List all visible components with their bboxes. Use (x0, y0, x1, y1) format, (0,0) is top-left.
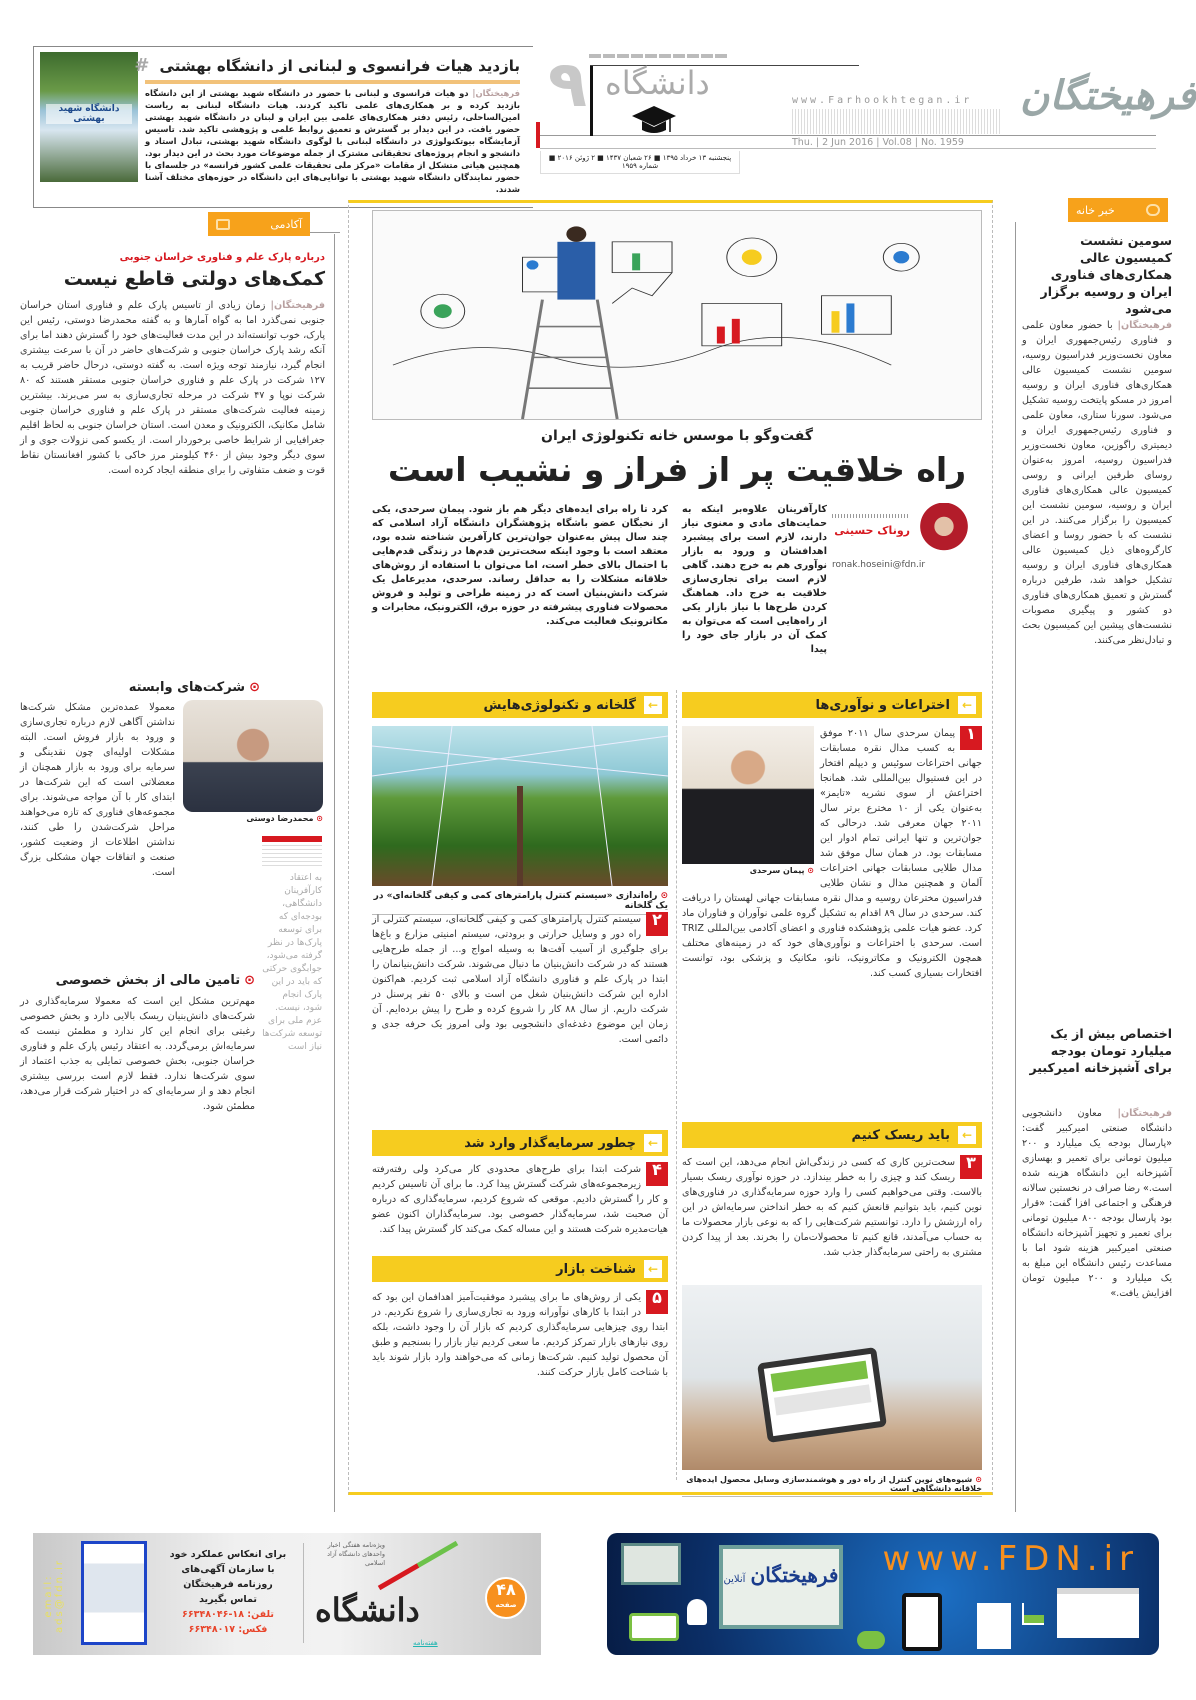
left-title: کمک‌های دولتی قاطع نیست (63, 268, 325, 290)
cloud-gear-icon (857, 1631, 885, 1649)
section-title-text: گلخانه و تکنولوژی‌هایش (483, 697, 636, 713)
feature-illustration (372, 210, 982, 420)
document-icon (977, 1603, 1011, 1649)
left-sub1-body: معمولا عمده‌ترین مشکل شرکت‌ها نداشتن آگاهی لازم درباره تجاری‌سازی و ورود به بازار فروش است. البته مشکلات اولیه‌ای چون نقدینگی و سرمایه برای ورود به بازار همچنان از معضلاتی است که این شرکت‌ها در ابتدای کار با آن مواجه می‌شوند. برای مجموعه‌های فناوری که تازه می‌خواهند مراحل شرکت‌شدن را طی کنند، نداشتن اطلاعات از وضعیت کشور، صنعت و اتفاقات جهان مشکلی بزرگ است. (20, 702, 175, 878)
section-body-risk (682, 1155, 982, 1280)
left-lead (20, 298, 325, 668)
section-header-risk (682, 1122, 982, 1148)
source-label: فرهیختگان| (1117, 320, 1172, 331)
top-news-body (145, 87, 520, 195)
top-news-title: بازدید هیات فرانسوی و لبنانی از دانشگاه بهشتی (159, 56, 520, 75)
book-icon (216, 219, 230, 230)
right-title-1: سومین نشست کمیسیون عالی همکاری‌های فناوری ایران و روسیه برگزار می‌شود (1040, 233, 1172, 316)
source-label: فرهیختگان| (270, 300, 325, 311)
arrow-icon: ← (958, 1126, 976, 1144)
section-vertical-bar (590, 66, 593, 136)
right-body-1-text: با حضور معاون علمی و فناوری رئیس‌جمهوری ایران و معاون نخست‌وزیر فدراسیون روسیه، سومین نشست کمیسیون عالی همکاری‌های فناوری ایران و روسیه امروز در مسکو پایتخت روسیه تشکیل می‌شود. سورنا ستاری، معاون علمی و فناوری رئیس‌جمهوری ایران و دیمیتری راگوزین، معاون نخست‌وزیر فدراسیون روسیه، امروز به‌عنوان روسای طرفین ایرانی و روسی کمیسیون عالی همکاری‌های فناوری ایران و روسیه، سومین نشست این کمیسیون را برگزار می‌کنند. در این نشست که با حضور روسا و اعضای کارگروه‌های ذیل کمیسیون عالی همکاری‌های فناوری ایران و روسیه تشکیل خواهد شد، طرفین درباره گسترش و تعمیق همکاری‌های فناوری دو کشور و پیگیری مصوبات نشست‌های پیشین این کمیسیون بحث و تبادل‌نظر می‌کنند. (1022, 320, 1172, 646)
ad-weekly: هفته‌نامه (413, 1639, 438, 1647)
chevron-circle-icon: ⊙ (244, 973, 255, 988)
tab-news-house[interactable] (1068, 198, 1168, 222)
camera-icon: ⊙ (804, 866, 814, 875)
section-title-text: باید ریسک کنیم (851, 1127, 950, 1143)
sarhadi-caption-text: پیمان سرحدی (749, 866, 805, 875)
man-figure (557, 242, 595, 300)
ad-fdn-brand: فرهیختگان (750, 1563, 839, 1587)
ad-line: برای انعکاس عملکرد خود (169, 1549, 287, 1560)
chevron-circle-icon: ⊙ (249, 680, 260, 695)
section-title-text: شناخت بازار (556, 1261, 636, 1277)
ad-line: با سازمان آگهی‌های (181, 1564, 275, 1575)
pullquote: به اعتقاد کارآفرینان دانشگاهی، بودجه‌ای که برای توسعه پارک‌ها در نظر گرفته می‌شود، جوابگوی حرکتی که باید در این پارک انجام شود، نیست. عزم ملی برای توسعه شرکت‌ها نیاز است (262, 873, 322, 1052)
top-news-text: دو هیات فرانسوی و لبنانی با حضور در دانشگاه شهید بهشتی از این دانشگاه بازدید کرده و بر همکاری‌های علمی تاکید کردند. هیات دانشگاه لبنانی به ریاست امین‌الساحلی، رئیس دفتر همکاری‌های علمی بین ایران و لبنان در دانشگاه شهید بهشتی حضور یافت. در این دیدار بر گسترش و تعمیق روابط علمی و پژوهشی تاکید شد. تاسیس آزمایشگاه بیوتکنولوژی در دانشگاه لبنانی با لوگوی دانشگاه شهید بهشتی، تبادل استاد و دانشجو و انجام پروژه‌های تحقیقاتی مشترک از جمله موضوعات مورد بحث در این دیدار بود. همچنین هیاتی متشکل از مقامات «مرکز ملی تحقیقات علمی کشور فرانسه» در جلسه‌ای با حضور نمایندگان دانشگاه شهید بهشتی با توانایی‌های این دانشگاه در حوزه‌های مختلف آشنا شدند. (145, 88, 520, 194)
smart-home-caption (682, 1472, 982, 1497)
photo-sign: دانشگاه شهید بهشتی (46, 104, 132, 124)
feature-intro-right: کارآفرینان علاوه‌بر اینکه به حمایت‌های مادی و معنوی نیاز دارند، لازم است برای پیشبرد اهدافشان و ورود به بازار نوآوری هم به خرج دهند. گاهی لازم است برای تجاری‌سازی خلاقیت به خرج داد. هماهنگ کردن طرح‌ها با نیاز بازار یکی از راه‌هایی است که می‌توان به کمک آن در بازار جای خود را پیدا (682, 504, 827, 655)
section-header-investor (372, 1130, 668, 1156)
section-body-inventions (682, 726, 982, 1116)
author-name: روناک حسینی (834, 524, 910, 537)
arrow-icon: ← (644, 696, 662, 714)
ad-divider (303, 1543, 304, 1643)
ad-text (159, 1547, 297, 1637)
arrow-icon: ← (958, 696, 976, 714)
masthead-rule-2 (540, 148, 1156, 149)
section-body-investor (372, 1162, 668, 1250)
arrow-icon: ← (644, 1260, 662, 1278)
website-label: www.Farhookhtegan.ir (792, 95, 973, 106)
section-text: پیمان سرحدی سال ۲۰۱۱ موفق به کسب مدال نقره مسابقات جهانی اختراعات سوئیس و دیپلم افتخار در این فستیوال بین‌المللی شد. همانجا اختراعش از سوی نشریه «تایمز» به‌عنوان یکی از ۱۰ مخترع برتر سال ۲۰۱۱ جهان معرفی شد. درحالی که جوان‌ترین و تنها ایرانی تمام ادوار این مسابقات بود. در همان سال موفق شد مدال طلایی مسابقات جهانی اختراعات آلمان و همچنین مدال و نشان طلایی فدراسیون مخترعان روسیه و مدال نقره مسابقات جهانی لهستان را دریافت کند. سرحدی در سال ۸۹ اقدام به تشکیل گروه علمی نوآوران و فناوران ماد کرد. عضو هیات علمی پژوهشکده فناوری و اعضای آکادمی بین‌المللی TRIZ است. سرحدی با اختراعات و نوآوری‌های خود که در زمینه‌های مختلف همچون الکترونیک و مکاترونیک، نانو، مکانیک و پزشکی بود، توانست افتخارات بسیاری کسب کند. (682, 728, 983, 979)
tablet-icon (902, 1593, 942, 1651)
section-title: دانشگاه (605, 64, 710, 102)
left-column-top-rule (310, 232, 340, 233)
pages-badge-number: ۴۸ (496, 1580, 516, 1599)
top-news-photo (40, 52, 138, 182)
ad-fdn-url[interactable]: www.FDN.ir (882, 1539, 1139, 1579)
section-text: یکی از روش‌های ما برای پیشبرد موفقیت‌آمیز اهدافمان این بود که در ابتدا با کارهای نوآورانه ورود به تجاری‌سازی را شروع نکردیم. در ابتدا روی چیزهایی سرمایه‌گذاری کردیم که بازار آن را وجود داشت، بلکه روی نیازهای بازار تمرکز کردیم. ما سعی کردیم نیاز بازار را بسنجیم و طبق آن محصول تولید کنیم. شرکت‌ها زمانی که می‌خواهند وارد بازار شوند باید با شناخت کامل بازار حرکت کنند. (372, 1292, 668, 1378)
section-header-greenhouse (372, 692, 668, 718)
section-text: شرکت ابتدا برای طرح‌های محدودی کار می‌کرد ولی رفته‌رفته زیرمجموعه‌های شرکت گسترش پیدا کرد. ما برای آن تاسیس کردیم و کار را گسترش دادیم. موقعی که شروع کردیم، سرمایه‌گذاری که درباره آن صحبت شد، سرمایه‌گذار خصوصی بود. سرمایه‌گذاران اکنون عضو هیات‌مدیره شرکت هستند و این مساله کمک می‌کند کار گسترش پیدا کند. (372, 1164, 668, 1235)
section-text: سیستم کنترل پارامترهای کمی و کیفی گلخانه‌ای، سیستم کنترلی از راه دور و وسایل حرارتی و برودتی، سیستم امنیتی مزارع و باغ‌ها برای جلوگیری از آسیب آفت‌ها به وسیله امواج و... از جمله طرح‌هایی هستند که در شرکت دانش‌بنیان ما دنبال می‌شوند. شرکت دانش‌بنیانمان را ابتدا در پارک علم و فناوری دانشگاه آزاد اسلامی ثبت کردیم. هم‌اکنون اداره این شرکت دانش‌بنیان شغل من است و بالای ۵۰ نفر پرسنل در شرکت داریم. از سال ۸۸ کار را شروع کرده و طرح را پیش برده‌ایم. آن زمان این موضوع دغدغه‌ای دانشجویی بود ولی امروز یک حرفه جدی و دائمی است. (372, 914, 668, 1045)
author-email[interactable]: ronak.hoseini@fdn.ir (832, 560, 926, 570)
section-header-inventions (682, 692, 982, 718)
user-icon (687, 1599, 707, 1625)
feature-title: راه خلاقیت پر از فراز و نشیب است (387, 450, 967, 489)
arrow-icon: ← (644, 1134, 662, 1152)
feature-intro-left: کرد تا راه برای ایده‌های دیگر هم باز شود. پیمان سرحدی، یکی از نخبگان عضو باشگاه پژوهشگران دانشگاه آزاد اسلامی که چند سال پیش به‌عنوان جوان‌ترین کارآفرین شناخته شده بود، معتقد است با وجود اینکه سخت‌ترین قدم‌ها در زندگی قدم‌هایی با احتمال بالای خطر است، اما می‌توان با استفاده از روش‌های خلاقانه مشکلات را به حداقل رساند. سرحدی، مدیرعامل یک شرکت دانش‌بنیان است که در زمینه طراحی و تولید و فروش محصولات فناوری پیشرفته در حوزه برق، الکترونیک، مخابرات و مکاترونیک فعالیت می‌کند. (372, 504, 668, 627)
section-text: سخت‌ترین کاری که کسی در زندگی‌اش انجام می‌دهد، این است که ریسک کند و چیزی را به خطر بیندازد. در حوزه نوآوری ریسک بسیار بالاست. وقتی می‌خواهیم کسی را وارد حوزه سرمایه‌گذاری در فناوری‌های نوین کنیم، باید بتوانیم قانعش کنیم که به خطر انداختن سرمایه‌اش در این راه ارزشش را دارد. توانستیم شرکت‌هایی را که به نوعی بازار محصولات ما به حساب می‌آمدند، قانع کنیم تا محصولات‌مان را بخرند. بعد از پیدا کردن مشتری به راحتی سرمایه‌گذار جذب شد. (682, 1157, 982, 1258)
top-news-rule (145, 80, 520, 84)
smart-home-photo (682, 1285, 982, 1470)
ad-fdn[interactable] (607, 1533, 1159, 1655)
ad-fax: فکس: ۶۶۳۴۸۰۱۷ (188, 1624, 268, 1635)
author-photo (912, 503, 976, 555)
flag-stripe (378, 1541, 458, 1590)
right-body-2 (1022, 1106, 1172, 1486)
section-number: ۴ (646, 1162, 668, 1186)
feature-col-divider (676, 690, 677, 1480)
browser-window-icon (1057, 1588, 1139, 1638)
float-spacer (682, 726, 820, 882)
phone-icon (629, 1613, 679, 1641)
website-hatch (792, 109, 1002, 134)
section-header-market (372, 1256, 668, 1282)
portrait-caption-text: محمدرضا دوستی (246, 814, 314, 823)
camera-icon: ⊙ (975, 1475, 982, 1484)
ad-thumbnail (81, 1541, 147, 1645)
camera-icon: ⊙ (660, 891, 668, 901)
date-en: Thu. | 2 Jun 2016 | Vol.08 | No. 1959 (792, 137, 964, 148)
portrait-caption (183, 814, 323, 823)
right-title-2: اختصاص بیش از یک میلیارد تومان بودجه برای آشپزخانه امیرکبیر (1029, 1026, 1172, 1075)
greenhouse-photo (372, 726, 668, 886)
ad-line: روزنامه فرهیختگان (183, 1579, 273, 1590)
source-label: فرهیختگان| (472, 88, 520, 98)
section-number: ۵ (646, 1290, 668, 1314)
date-fa: پنجشنبه ۱۳ خرداد ۱۳۹۵ ■ ۲۶ شعبان ۱۴۳۷ ■ ۲ ژوئن ۲۰۱۶ ■ شماره ۱۹۵۹ (540, 151, 740, 174)
left-kicker: درباره پارک علم و فناوری خراسان جنوبی (119, 252, 325, 263)
smart-home-caption-text: شیوه‌های نوین کنترل از راه دور و هوشمندسازی وسایل محصول ایده‌های خلاقانه دانشگاهی است (686, 1475, 982, 1493)
right-body-2-text: معاون دانشجویی دانشگاه صنعتی امیرکبیر گفت: «پارسال بودجه یک میلیارد و ۲۰۰ میلیون تومانی برای تعمیر و بهسازی آشپزخانه این دانشگاه هزینه شده است.» رضا صراف در نخستین سالانه فرهنگی و اجتماعی افزا گفت: «قرار بود پارسال بودجه ۸۰۰ میلیون تومانی برای تعمیر و تجهیز آشپزخانه دانشگاه صنعتی امیرکبیر هزینه شود اما با مساعدت رئیس دانشگاه این مبلغ به یک میلیارد و ۲۰۰ میلیون تومان افزایش یافت.» (1022, 1108, 1172, 1299)
ad-daneshgah[interactable] (33, 1533, 541, 1655)
ad-phone: تلفن: ۱۸-۶۶۳۴۸۰۴۶ (182, 1609, 274, 1620)
left-sub2-label: تامین مالی از بخش خصوصی (55, 973, 241, 988)
left-sub-heading-2 (20, 973, 255, 988)
top-news-heading (134, 55, 520, 76)
pages-badge (485, 1577, 527, 1619)
chat-icon (1146, 204, 1160, 216)
section-number: ۳ (960, 1155, 982, 1179)
section-body-greenhouse (372, 912, 668, 1122)
ad-line: تماس بگیرید (199, 1594, 257, 1605)
page-number: ۹ (548, 48, 588, 122)
section-title-text: اختراعات و نوآوری‌ها (815, 697, 950, 713)
left-column-divider (334, 234, 335, 1512)
ad-email[interactable]: email: ads@fdn.ir (43, 1559, 65, 1633)
left-sub2-body: مهم‌ترین مشکل این است که معمولا سرمایه‌گذاری در شرکت‌های دانش‌بنیان ریسک بالایی دارد و بخش خصوصی رغبتی برای انجام این کار ندارد و مطمئن نیست که سرمایه‌اش برمی‌گردد. به اعتقاد رئیس پارک علم و فناوری خراسان جنوبی، بخش خصوصی تمایلی به جذب اعتماد از سوی شرکت‌ها ندارد. فقط لازم است بررسی بیشتری انجام دهد و از سرمایه‌ای که در اختیار شرکت قرار می‌دهد، مطمئن شود. (20, 996, 255, 1112)
pullquote-bar (262, 836, 322, 866)
source-label: فرهیختگان| (1117, 1108, 1172, 1119)
greenhouse-caption (372, 888, 668, 915)
right-column-divider (1015, 222, 1016, 1512)
chart-icon (1022, 1603, 1044, 1625)
pages-badge-label: صفحه (495, 1601, 517, 1609)
left-sub-heading-1 (20, 680, 260, 695)
monitor-screen (719, 1545, 843, 1629)
laptop-icon (621, 1543, 681, 1585)
tablet-device (757, 1347, 887, 1443)
author-hatch (832, 514, 910, 518)
newspaper-logo: فرهیختگان (1020, 72, 1196, 119)
section-number: ۲ (646, 912, 668, 936)
ad-brand: دانشگاه (315, 1591, 420, 1629)
tab-academy[interactable] (208, 212, 310, 236)
portrait-photo (183, 700, 323, 812)
section-title-text: چطور سرمایه‌گذار وارد شد (464, 1135, 636, 1151)
right-body-1 (1022, 318, 1172, 1013)
greenhouse-frame (372, 726, 668, 886)
left-lead-text: زمان زیادی از تاسیس پارک علم و فناوری استان خراسان جنوبی نمی‌گذرد اما به گواه آمارها و به گفته محمدرضا دوستی، رئیس این پارک، خوب توانسته‌اند در این مدت فعالیت‌های خود را گسترش دهند اما برای آنکه رشد پارک خراسان جنوبی و شرکت‌های حاضر در آن با سرعت بیشتری انجام گیرد، نیازمند توجه ویژه است. به گفته دوستی، درحال حاضر قریب به ۱۲۷ شرکت در پارک علم و فناوری خراسان جنوبی مستقر هستند که ۸۰ شرکت نوپا و ۴۷ شرکت در مرحله تجاری‌سازی به سر می‌برند. بیشترین زمینه فعالیت شرکت‌های مستقر در پارک علم و فناوری خراسان جنوبی شامل مکانیک، الکترونیک و معدن است. استان خراسان جنوبی به لحاظ اقلیم جغرافیایی از شرایط خاصی برخوردار است. از یکسو کمی نزولات جوی و از سوی دیگر وجود بیش از ۴۶۰ کیلومتر مرز خاکی با کشور افغانستان نقاط قوت و ضعف متفاوتی را برای منطقه ایجاد کرده است. (20, 300, 325, 476)
greenhouse-caption-text: راه‌اندازی «سیستم کنترل پارامترهای کمی و کیفی گلخانه‌ای» در یک گلخانه (373, 891, 668, 911)
hash-icon: # (134, 55, 150, 76)
tab-news-house-label: خبر خانه (1076, 203, 1115, 217)
left-sub1-label: شرکت‌های وابسته (128, 680, 246, 695)
ad-brand-sub: ویژه‌نامه هفتگی اخبار واحدهای دانشگاه آزاد اسلامی (327, 1541, 385, 1567)
section-body-market (372, 1290, 668, 1485)
camera-icon: ⊙ (313, 814, 323, 823)
graduation-cap-icon (632, 106, 676, 134)
tab-academy-label: آکادمی (270, 217, 302, 231)
feature-kicker: گفت‌وگو با موسس خانه تکنولوژی ایران (541, 428, 813, 444)
doodle-illustration (373, 211, 981, 419)
section-number: ۱ (960, 726, 982, 750)
ad-fdn-online: آنلاین (723, 1574, 746, 1585)
section-top-dashes (589, 54, 729, 58)
